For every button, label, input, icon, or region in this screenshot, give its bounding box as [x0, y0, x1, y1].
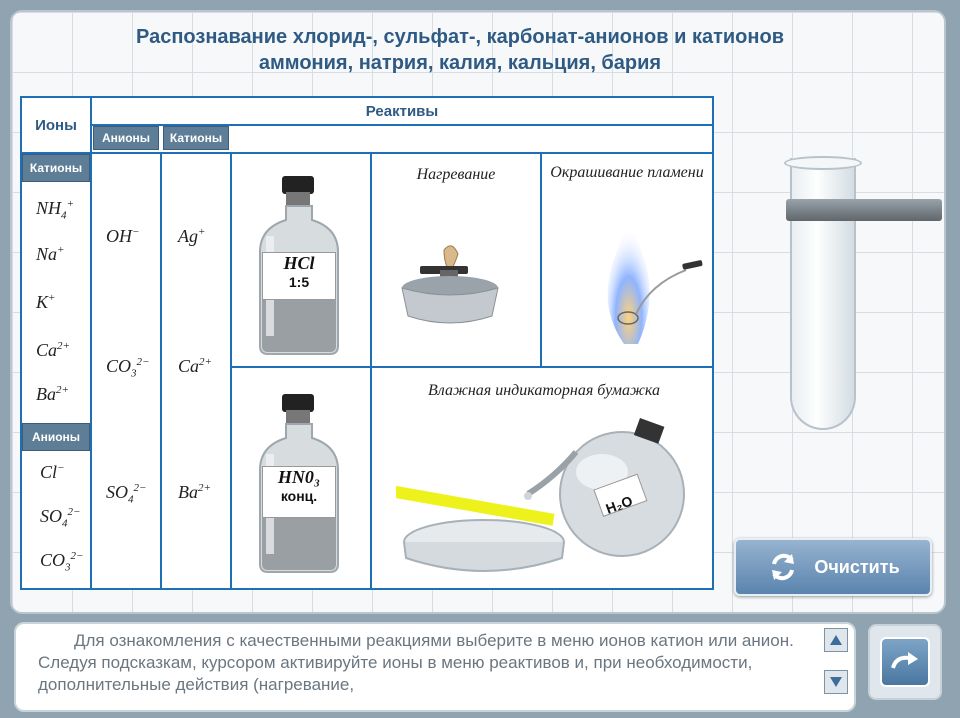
- instructions-panel: [14, 622, 856, 712]
- indicator-setup-icon[interactable]: [396, 412, 688, 584]
- anion-ion-1[interactable]: $SO_4^{2-}$: [40, 506, 81, 530]
- cation-ion-3[interactable]: $Ca^{2+}$: [36, 340, 70, 360]
- cation-ion-4[interactable]: $Ba^{2+}$: [36, 384, 69, 404]
- tab-cations[interactable]: Катионы: [163, 126, 229, 150]
- arrow-up-icon: [829, 634, 843, 646]
- cation-ion-0[interactable]: $NH_4^+$: [36, 198, 74, 222]
- page-title: [20, 24, 900, 76]
- refresh-icon: [766, 550, 800, 584]
- svg-text:H₂O: H₂O: [603, 492, 635, 517]
- tube-holder: [786, 199, 942, 221]
- tab-anions[interactable]: Анионы: [93, 126, 159, 150]
- indicator-paper-label: Влажная индикаторная бумажка: [428, 382, 660, 399]
- next-button[interactable]: [868, 624, 942, 700]
- ions-header: Ионы: [20, 96, 92, 154]
- hno3-label: HN0₃ конц.: [262, 466, 336, 518]
- next-arrow-icon: [890, 650, 920, 674]
- flame-label: Окрашивание пламени: [550, 164, 704, 181]
- anion-ion-2[interactable]: $CO_3^{2-}$: [40, 550, 84, 574]
- anions-badge[interactable]: Анионы: [22, 423, 90, 451]
- anion-ion-0[interactable]: Cl−: [40, 462, 65, 482]
- scroll-up-button[interactable]: [824, 628, 848, 652]
- reagent-cation-1[interactable]: $Ca^{2+}$: [178, 356, 212, 376]
- cation-ion-1[interactable]: Na+: [36, 244, 65, 264]
- clear-button-label: Очистить: [814, 556, 900, 577]
- cation-ion-2[interactable]: K+: [36, 292, 56, 312]
- reagent-anion-0[interactable]: OH−: [106, 226, 140, 246]
- hcl-label: HCl 1:5: [262, 252, 336, 300]
- clear-button[interactable]: [734, 538, 932, 596]
- heating-label: Нагревание: [416, 166, 496, 183]
- scroll-down-button[interactable]: [824, 670, 848, 694]
- burner-icon[interactable]: [400, 244, 504, 330]
- arrow-down-icon: [829, 676, 843, 688]
- reagent-cation-0[interactable]: Ag+: [178, 226, 206, 246]
- reagent-anion-1[interactable]: $CO_3^{2-}$: [106, 356, 150, 380]
- reagents-header: Реактивы: [90, 96, 714, 126]
- instructions-text: Для ознакомления с качественными реакциями выберите в меню ионов катион или анион. Следуя подсказкам, курсором активируйте ионы в меню реактивов и, при необходимости, дополнительные действия (нагревание,: [38, 631, 794, 694]
- title-line-2: аммония, натрия, калия, кальция, бария: [258, 52, 662, 74]
- reagent-cation-2[interactable]: $Ba^{2+}$: [178, 482, 211, 502]
- flame-icon[interactable]: [590, 214, 706, 354]
- title-line-1: Распознавание хлорид-, сульфат-, карбонат-анионов и катионов: [136, 26, 784, 48]
- test-tube-rim: [784, 156, 862, 170]
- cations-badge[interactable]: Катионы: [22, 154, 90, 182]
- reagent-anion-2[interactable]: $SO_4^{2-}$: [106, 482, 147, 506]
